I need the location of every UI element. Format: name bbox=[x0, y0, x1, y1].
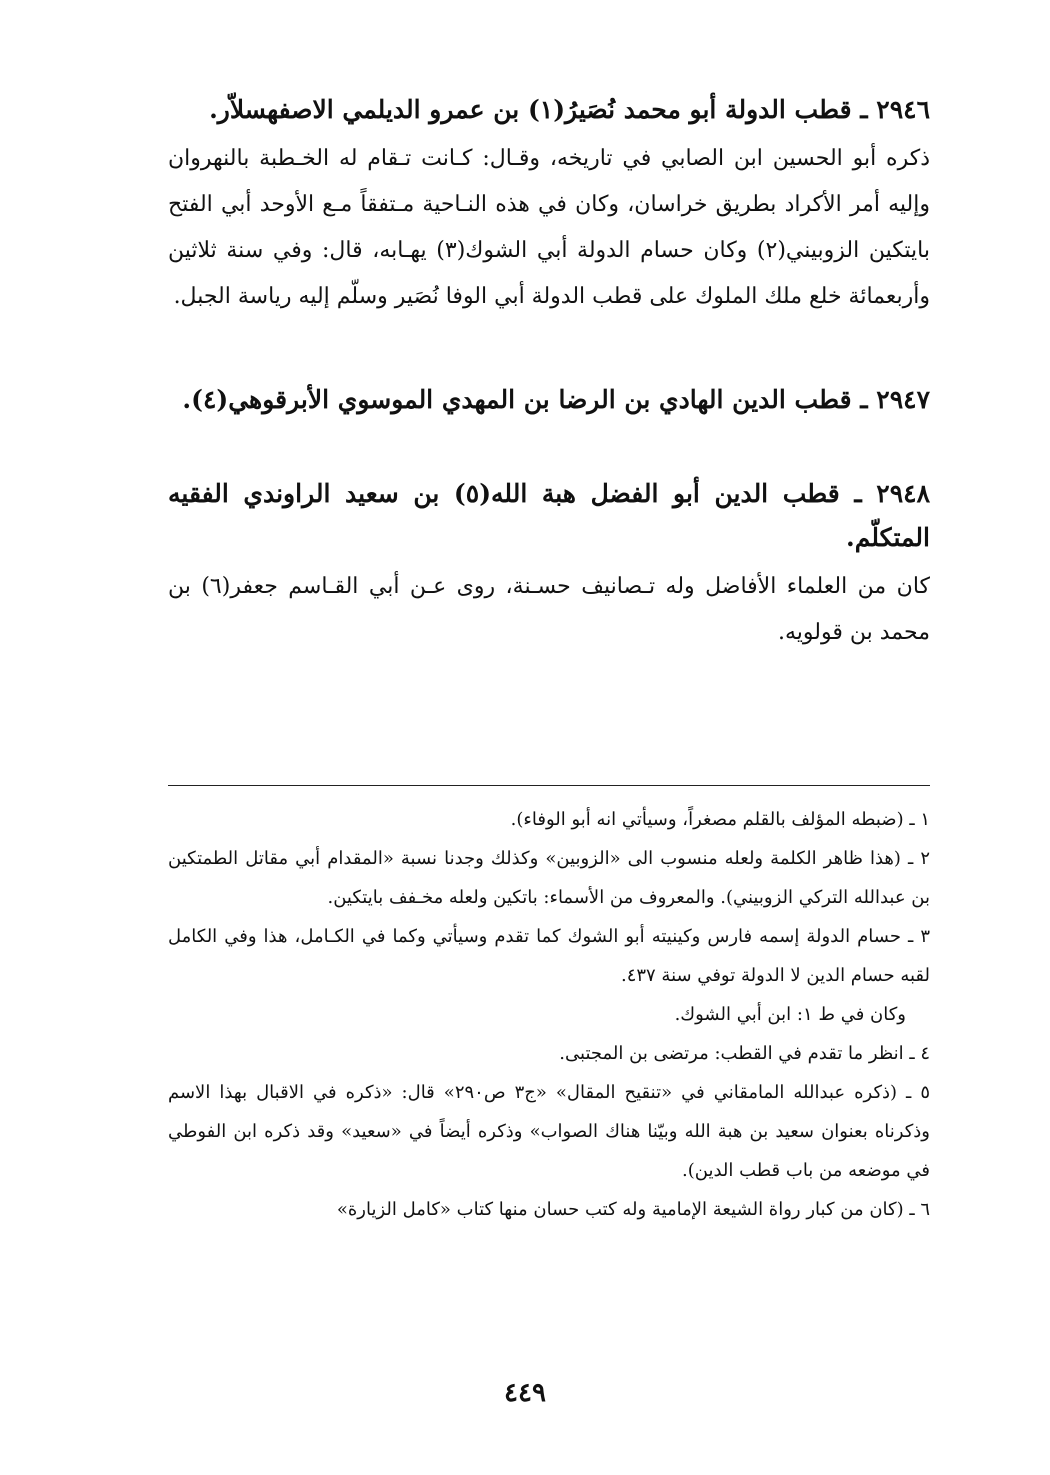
entry-heading: ٢٩٤٧ ـ قطب الدين الهادي بن الرضا بن المهدي الموسوي الأبرقوهي(٤). bbox=[182, 385, 930, 414]
entry-2946 bbox=[168, 88, 930, 320]
entry-2948 bbox=[168, 472, 930, 656]
entry-body: ذكره أبو الحسين ابن الصابي في تاريخه، وقـال: كـانت تـقام له الخـطبة بالنهروان وإليه أمر الأكراد بطريق خراسان، وكان في هذه النـاحية مـتفقاً مـع الأوحد أبي الفتح بايتكين الزوبيني(٢) وكان حسام الدولة أبي الشوك(٣) يهـابه، قال: وفي سنة ثلاثين وأربعمائة خلع ملك الملوك على قطب الدولة أبي الوفا نُصَير وسلّم إليه رياسة الجبل. bbox=[168, 146, 930, 309]
main-text bbox=[168, 88, 930, 656]
footnote: ٦ ـ (كان من كبار رواة الشيعة الإمامية وله كتب حسان منها كتاب «كامل الزيارة» bbox=[336, 1199, 930, 1220]
page-number: ٤٤٩ bbox=[504, 1378, 546, 1408]
footnotes bbox=[168, 800, 930, 1229]
footnote: ١ ـ (ضبطه المؤلف بالقلم مصغراً، وسيأتي انه أبو الوفاء). bbox=[510, 809, 930, 830]
footnote: ٢ ـ (هذا ظاهر الكلمة ولعله منسوب الى «الزوبين» وكذلك وجدنا نسبة «المقدام أبي مقاتل الطمتكين بن عبدالله التركي الزوبيني). والمعروف من الأسماء: باتكين ولعله مخـفف بايتكين. bbox=[168, 848, 930, 908]
entry-heading: ٢٩٤٨ ـ قطب الدين أبو الفضل هبة الله(٥) بن سعيد الراوندي الفقيه المتكلّم. bbox=[168, 479, 930, 552]
entry-2947 bbox=[168, 378, 930, 422]
footnote: ٤ ـ انظر ما تقدم في القطب: مرتضى بن المجتبى. bbox=[559, 1043, 930, 1064]
entry-spacer bbox=[168, 320, 930, 378]
footnote-continuation: وكان في ط ١: ابن أبي الشوك. bbox=[674, 1004, 906, 1025]
footnote: ٥ ـ (ذكره عبدالله المامقاني في «تنقيح المقال» «ج٣ ص٢٩٠» قال: «ذكره في الاقبال بهذا الاسم وذكرناه بعنوان سعيد بن هبة الله وبيّنا هناك الصواب» وذكره أيضاً في «سعيد» وقد ذكره ابن الفوطي في موضعه من باب قطب الدين). bbox=[168, 1082, 931, 1181]
entry-body: كان من العلماء الأفاضل وله تـصانيف حسـنة، روى عـن أبي القـاسم جعفر(٦) بن محمد بن قولويه. bbox=[168, 574, 930, 645]
footnote-divider bbox=[168, 785, 930, 786]
footnote: ٣ ـ حسام الدولة إسمه فارس وكينيته أبو الشوك كما تقدم وسيأتي وكما في الكـامل، هذا وفي الكامل لقبه حسام الدين لا الدولة توفي سنة ٤٣٧. bbox=[168, 926, 930, 986]
entry-heading: ٢٩٤٦ ـ قطب الدولة أبو محمد نُصَيرُ(١) بن عمرو الديلمي الاصفهسلاّر. bbox=[209, 95, 930, 124]
entry-spacer bbox=[168, 422, 930, 472]
